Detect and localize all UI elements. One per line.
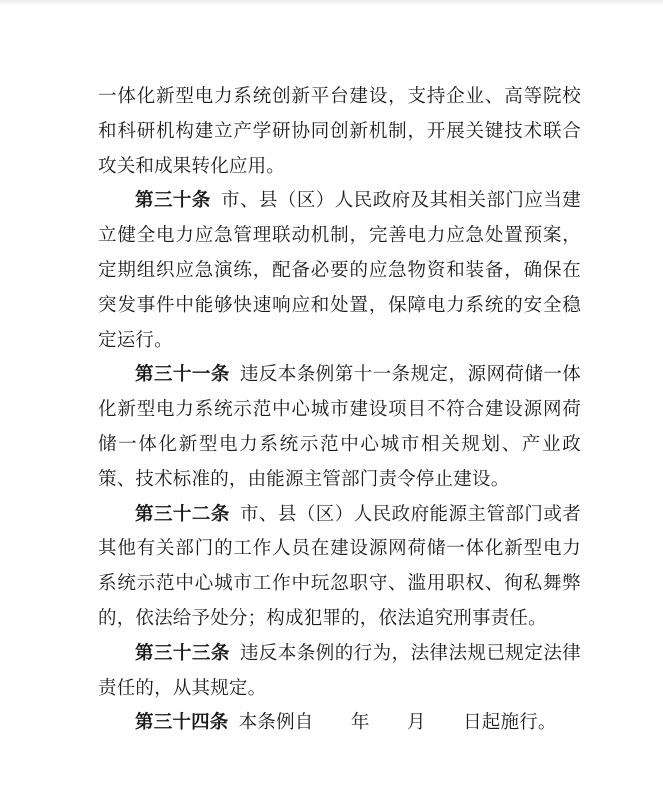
article-text: 违反本条例的行为，法律法规已规定法律责任的，从其规定。: [98, 641, 581, 698]
article-text: 本条例自 年 月 日起施行。: [238, 711, 557, 733]
paragraph-article-31: [98, 357, 581, 496]
article-number: 第三十一条: [135, 363, 230, 385]
article-number: 第三十四条: [135, 711, 229, 733]
article-text: 市、县（区）人民政府及其相关部门应当建立健全电力应急管理联动机制，完善电力应急处置预案，定期组织应急演练，配备必要的应急物资和装备，确保在突发事件中能够快速响应和处置，保障电力系统的安全稳定运行。: [98, 189, 581, 350]
paragraph-article-32: [98, 497, 581, 636]
article-text: 一体化新型电力系统创新平台建设，支持企业、高等院校和科研机构建立产学研协同创新机制，开展关键技术联合攻关和成果转化应用。: [98, 85, 581, 176]
article-number: 第三十二条: [135, 502, 230, 524]
article-text: 市、县（区）人民政府能源主管部门或者其他有关部门的工作人员在建设源网荷储一体化新型电力系统示范中心城市工作中玩忽职守、滥用职权、徇私舞弊的，依法给予处分；构成犯罪的，依法追究刑事责任。: [98, 502, 581, 628]
paragraph-article-30: [98, 183, 581, 357]
article-number: 第三十条: [135, 189, 211, 211]
article-number: 第三十三条: [135, 641, 230, 663]
paragraph-continuation: [98, 79, 581, 183]
document-page: [98, 79, 581, 740]
paragraph-article-34: [98, 705, 581, 740]
page-top-shadow: [0, 0, 663, 5]
paragraph-article-33: [98, 636, 581, 706]
article-text: 违反本条例第十一条规定，源网荷储一体化新型电力系统示范中心城市建设项目不符合建设源网荷储一体化新型电力系统示范中心城市相关规划、产业政策、技术标准的，由能源主管部门责令停止建设。: [98, 363, 581, 489]
